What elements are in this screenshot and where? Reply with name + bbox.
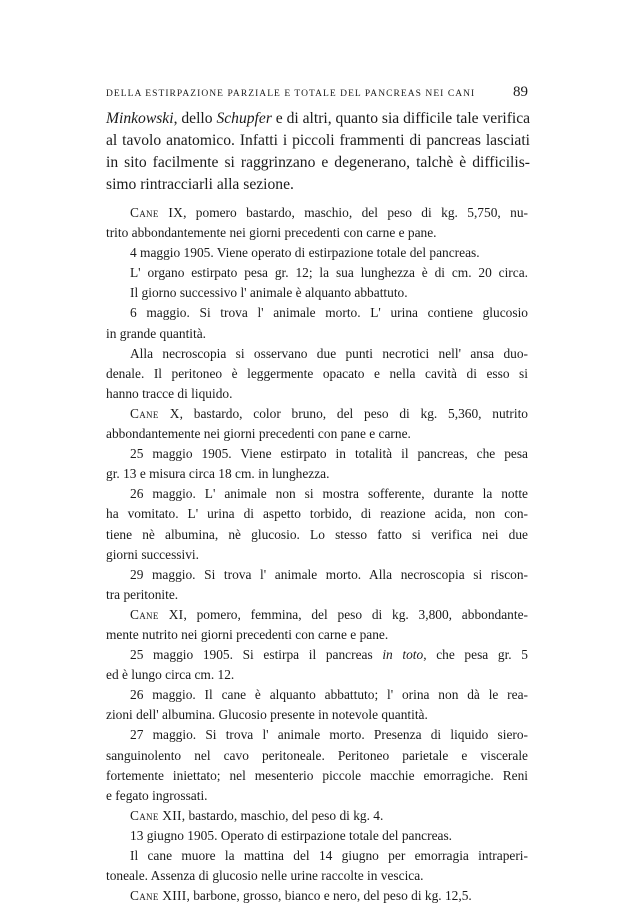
case-line: e fegato ingrossati. (106, 787, 208, 803)
case-line: fortemente iniettato; nel mesenterio piccole macchie emorragiche. Reni (106, 767, 528, 783)
case-line: denale. Il peritoneo è leggermente opacato e nella cavità di esso si (106, 365, 528, 381)
case-line: abbondantemente nei giorni precedenti con pane e carne. (106, 426, 411, 442)
case-line: in grande quantità. (106, 325, 207, 341)
running-head (106, 84, 528, 101)
case-label: Cane X (130, 405, 180, 421)
case-line: tiene nè albumina, nè glucosio. Lo stesso fatto si verifica nei due (106, 526, 528, 542)
page-number: 89 (513, 84, 528, 100)
case-line: ed è lungo circa cm. 12. (106, 667, 235, 683)
case-line: gr. 13 e misura circa 18 cm. in lunghezza. (106, 466, 330, 482)
case-line: ha vomitato. L' urina di aspetto torbido, di reazione acida, non con- (106, 506, 528, 522)
intro-line: in sito facilmente si raggrinzano e degenerano, talchè è difficilis- (106, 154, 530, 171)
case-line: Cane XII, bastardo, maschio, del peso di kg. 4. (130, 807, 384, 823)
case-line: Cane X, bastardo, color bruno, del peso di kg. 5,360, nutrito (130, 405, 528, 421)
case-reports (106, 203, 528, 906)
case-line: Alla necroscopia si osservano due punti necrotici nell' ansa duo- (130, 345, 528, 361)
case-label: Cane XI (130, 606, 184, 622)
intro-line: simo rintracciarli alla sezione. (106, 176, 294, 193)
intro-paragraph (106, 108, 530, 196)
author-name: Schupfer (216, 110, 272, 127)
case-line: trito abbondantemente nei giorni precedenti con carne e pane. (106, 225, 437, 241)
case-line: Cane XIII, barbone, grosso, bianco e nero, del peso di kg. 12,5. (130, 888, 472, 904)
case-line: Il giorno successivo l' animale è alquanto abbattuto. (130, 285, 408, 301)
case-line: tra peritonite. (106, 586, 179, 602)
case-line: 25 maggio 1905. Viene estirpato in totalità il pancreas, che pesa (130, 446, 528, 462)
case-label: Cane IX (130, 205, 184, 220)
latin-term: in toto (382, 647, 424, 663)
case-line: 13 giugno 1905. Operato di estirpazione totale del pancreas. (130, 827, 453, 843)
intro-line: Minkowski, dello Schupfer e di altri, quanto sia difficile tale verifica (106, 110, 531, 127)
running-head-title: DELLA ESTIRPAZIONE PARZIALE E TOTALE DEL PANCREAS NEI CANI (106, 89, 476, 99)
case-line: Cane XI, pomero, femmina, del peso di kg. 3,800, abbondante- (130, 606, 528, 622)
case-line: toneale. Assenza di glucosio nelle urine raccolte in vescica. (106, 868, 424, 884)
case-line: sanguinolento nel cavo peritoneale. Peritoneo parietale e viscerale (106, 747, 528, 763)
case-line: 27 maggio. Si trova l' animale morto. Presenza di liquido siero- (130, 727, 528, 743)
case-line: 29 maggio. Si trova l' animale morto. Alla necroscopia si riscon- (130, 566, 528, 582)
author-name: Minkowski (106, 110, 174, 127)
case-line: L' organo estirpato pesa gr. 12; la sua lunghezza è di cm. 20 circa. (130, 265, 528, 281)
case-line: Cane IX, pomero bastardo, maschio, del peso di kg. 5,750, nu- (130, 205, 528, 220)
case-line: 26 maggio. Il cane è alquanto abbattuto; l' orina non dà le rea- (130, 687, 528, 703)
case-line: 4 maggio 1905. Viene operato di estirpazione totale del pancreas. (130, 245, 480, 261)
intro-line: al tavolo anatomico. Infatti i piccoli frammenti di pancreas lasciati (106, 132, 530, 149)
case-line: zioni dell' albumina. Glucosio presente in notevole quantità. (106, 707, 428, 723)
case-label: Cane XIII (130, 888, 187, 904)
case-line: 25 maggio 1905. Si estirpa il pancreas in toto, che pesa gr. 5 (130, 647, 528, 663)
case-line: Il cane muore la mattina del 14 giugno per emorragia intraperi- (130, 848, 528, 863)
case-line: 6 maggio. Si trova l' animale morto. L' urina contiene glucosio (130, 305, 528, 321)
case-line: giorni successivi. (106, 546, 199, 562)
case-label: Cane XII (130, 807, 182, 823)
case-line: 26 maggio. L' animale non si mostra sofferente, durante la notte (130, 486, 528, 502)
case-line: hanno tracce di liquido. (106, 385, 233, 401)
case-line: mente nutrito nei giorni precedenti con carne e pane. (106, 626, 389, 642)
